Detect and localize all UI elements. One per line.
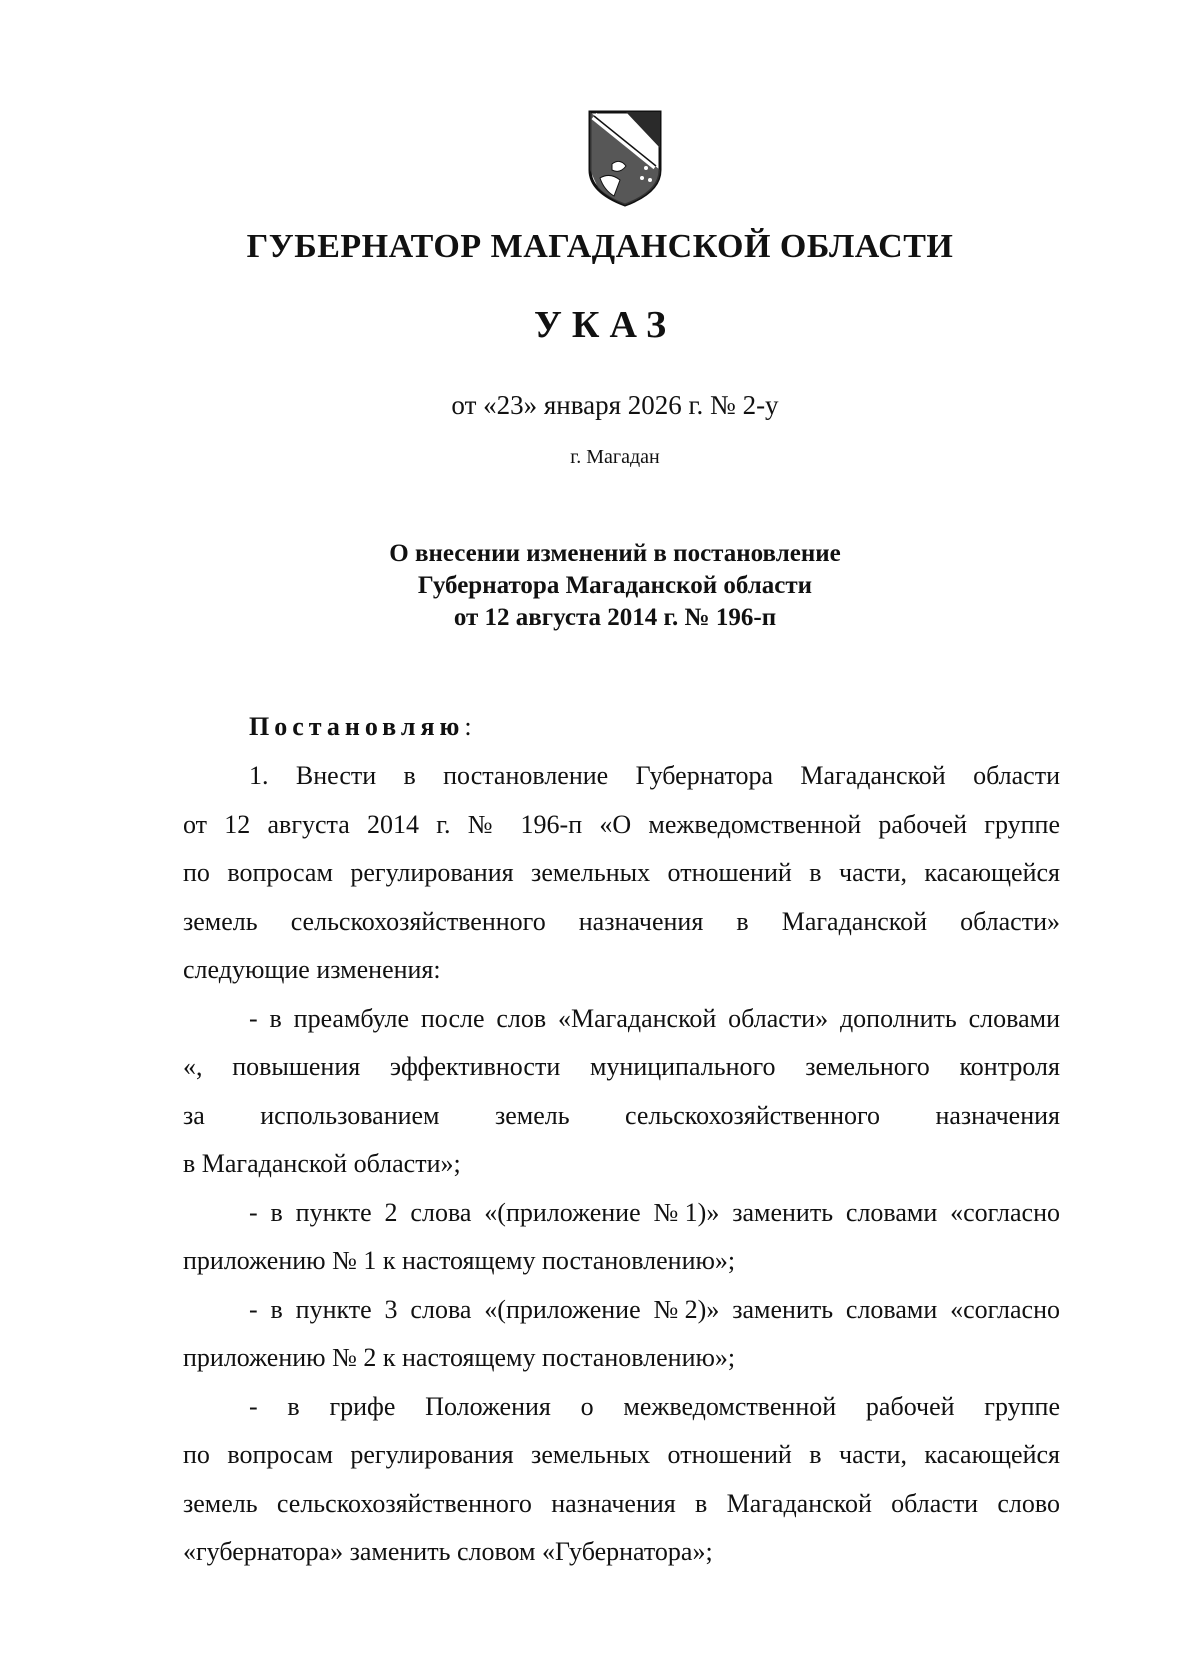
body-line: за использованием земель сельскохозяйственного назначения: [183, 1100, 1060, 1130]
body-line: «губернатора» заменить словом «Губернатора»;: [183, 1537, 713, 1566]
document-date-number: от «23» января 2026 г. № 2-у: [451, 390, 779, 420]
decree-word: Постановляю: [249, 712, 465, 741]
body-line: по вопросам регулирования земельных отношений в части, касающейся: [183, 858, 1060, 887]
body-line: земель сельскохозяйственного назначения в Магаданской области слово: [183, 1488, 1060, 1518]
coat-of-arms-icon: [586, 108, 664, 208]
body-line: следующие изменения:: [183, 955, 441, 984]
body-line: от 12 августа 2014 г. № 196-п «О межведомственной рабочей группе: [183, 809, 1060, 839]
body-line: по вопросам регулирования земельных отношений в части, касающейся: [183, 1440, 1060, 1469]
body-line: приложению № 2 к настоящему постановлению»;: [183, 1343, 736, 1372]
body-line: - в грифе Положения о межведомственной рабочей группе: [249, 1391, 1060, 1421]
document-type: УКАЗ: [534, 304, 676, 346]
body-line: 1. Внести в постановление Губернатора Магаданской области: [249, 761, 1060, 790]
subject-line: от 12 августа 2014 г. № 196-п: [453, 604, 777, 631]
body-line: приложению № 1 к настоящему постановлению»;: [183, 1246, 736, 1275]
document-body: [183, 752, 1060, 1577]
body-line: «, повышения эффективности муниципального земельного контроля: [183, 1052, 1060, 1081]
body-line: - в преамбуле после слов «Магаданской области» дополнить словами: [249, 1003, 1060, 1033]
body-line: земель сельскохозяйственного назначения в Магаданской области»: [183, 906, 1060, 936]
body-line: - в пункте 2 слова «(приложение №1)» заменить словами «согласно: [249, 1197, 1060, 1227]
document-subject: [0, 538, 1200, 634]
body-line: в Магаданской области»;: [183, 1149, 461, 1178]
document-city: г. Магадан: [570, 446, 660, 468]
decree-colon: :: [464, 712, 472, 741]
decree-heading: [249, 712, 472, 742]
subject-line: О внесении изменений в постановление: [389, 540, 841, 567]
body-line: - в пункте 3 слова «(приложение №2)» заменить словами «согласно: [249, 1294, 1060, 1324]
issuer-title: ГУБЕРНАТОР МАГАДАНСКОЙ ОБЛАСТИ: [246, 228, 954, 265]
subject-line: Губернатора Магаданской области: [417, 572, 813, 599]
